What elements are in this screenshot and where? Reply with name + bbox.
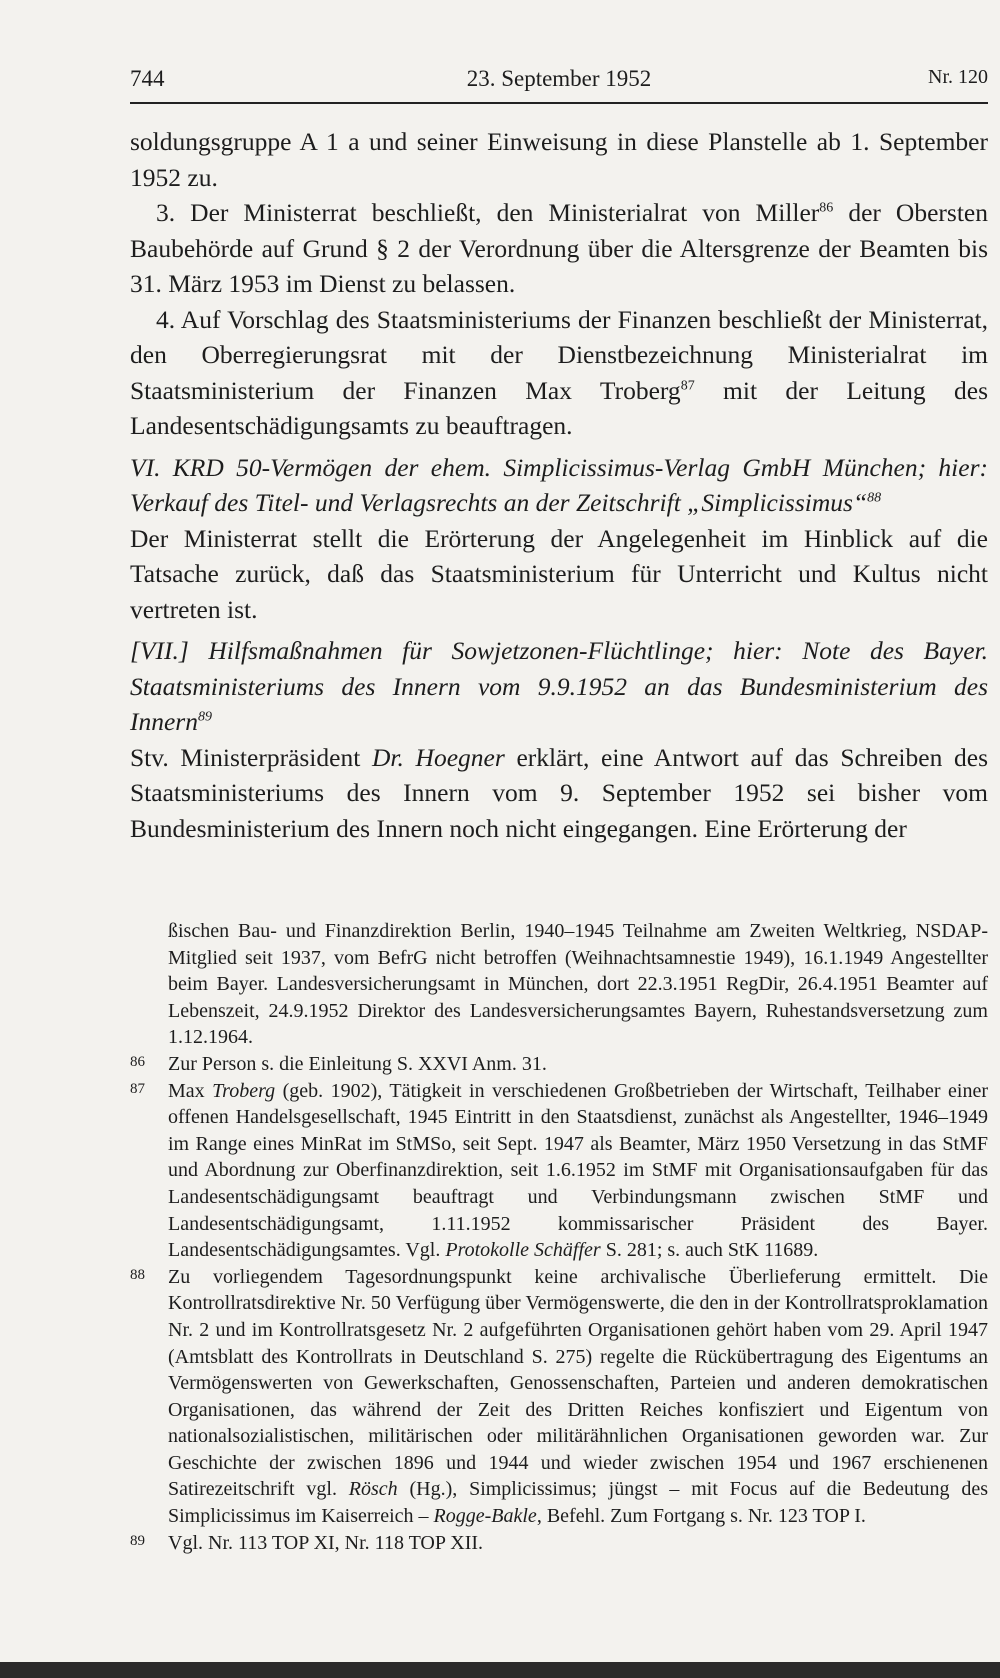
paragraph-section-vi: Der Ministerrat stellt die Erörterung der Angelegenheit im Hinblick auf die Tatsache zurück, daß das Staatsministerium für Unterricht und Kultus nicht vertreten ist. bbox=[130, 523, 988, 624]
footnote-87: 87 Max Troberg (geb. 1902), Tätigkeit in verschiedenen Großbetrieben der Wirtschaft, Teilhaber einer offenen Handelsgesellschaft, 1945 Eintritt in den Staatsdienst, zunächst als Angestellter, 1946–1949 im Range eines MinRat im StMSo, seit Sept. 1947 als Beamter, März 1950 Versetzung in das StMF und Abordnung zur Oberfinanzdirektion, seit 1.6.1952 im StMF mit Organisationsaufgaben für das Landesentschädigungsamt beauftragt und Verbindungsmann zwischen StMF und Landesentschädigungsamt, 1.11.1952 kommissarischer Präsident des Bayer. Landesentschädigungsamtes. Vgl. Protokolle Schäffer S. 281; s. auch StK 11689. bbox=[130, 1079, 988, 1262]
protocol-number: Nr. 120 bbox=[928, 66, 988, 88]
footnote-86: 86 Zur Person s. die Einleitung S. XXVI Anm. 31. bbox=[130, 1052, 547, 1075]
scan-edge bbox=[0, 1662, 1000, 1678]
main-text bbox=[130, 124, 988, 846]
footnote-number: 89 bbox=[130, 1532, 145, 1549]
person-name: Dr. Hoegner bbox=[371, 742, 505, 772]
footnote-number: 88 bbox=[130, 1266, 145, 1283]
footnote-88: 88 Zu vorliegendem Tagesordnungspunkt keine archivalische Überlieferung ermittelt. Die Kontrollratsdirektive Nr. 50 Verfügung über Vermögenswerte, die den in der Kontrollratsproklamation Nr. 2 und im Kontrollratsgesetz Nr. 2 aufgeführten Organisationen gehört haben vom 29. April 1947 (Amtsblatt des Kontrollrats in Deutschland S. 275) regelte die Rückübertragung des Eigentums an Vermögenswerten von Gewerkschaften, Genossenschaften, Parteien und anderen demokratischen Organisationen, das während der Zeit des Dritten Reiches konfisziert und Eigentum von nationalsozialistischen, militärischen oder militärähnlichen Organisationen geworden war. Zur Geschichte der zwischen 1896 und 1944 und wieder zwischen 1954 und 1967 erschienenen Satirezeitschrift vgl. Rösch (Hg.), Simplicissimus; jüngst – mit Focus auf die Bedeutung des Simplicissimus im Kaiserreich – Rogge-Bakle, Befehl. Zum Fortgang s. Nr. 123 TOP I. bbox=[130, 1265, 988, 1528]
footnote-ref-89: 89 bbox=[197, 709, 212, 725]
footnote-number: 86 bbox=[130, 1053, 145, 1070]
paragraph-item-3: 3. Der Ministerrat beschließt, den Ministerialrat von Miller$^{86}$ der Obersten Baubehörde auf Grund § 2 der Verordnung über die Altersgrenze der Beamten bis 31. März 1953 im Dienst zu belassen. bbox=[130, 198, 988, 298]
header-date: 23. September 1952 bbox=[466, 66, 652, 91]
footnote-ref-88: 88 bbox=[867, 490, 882, 506]
paragraph-continuation: soldungsgruppe A 1 a und seiner Einweisung in diese Planstelle ab 1. September 1952 zu. bbox=[130, 127, 988, 192]
section-heading-vi: VI. KRD 50-Vermögen der ehem. Simplicissimus-Verlag GmbH München; hier: Verkauf des Titel- und Verlagsrechts an der Zeitschrift „Simplicissimus“$^{88}$ bbox=[130, 452, 988, 517]
paragraph-item-4: 4. Auf Vorschlag des Staatsministeriums der Finanzen beschließt der Ministerrat, den Oberregierungsrat mit der Dienstbezeichnung Ministerialrat im Staatsministerium der Finanzen Max Troberg$^{87}$ mit der Leitung des Landesentschädigungsamts zu beauftragen. bbox=[130, 304, 988, 440]
footnote-number: 87 bbox=[130, 1080, 145, 1097]
footnote-89: 89 Vgl. Nr. 113 TOP XI, Nr. 118 TOP XII. bbox=[130, 1531, 484, 1554]
footnote-continuation: ßischen Bau- und Finanzdirektion Berlin, 1940–1945 Teilnahme am Zweiten Weltkrieg, NSDAP-Mitglied seit 1937, vom BefrG nicht betroffen (Weihnachtsamnestie 1949), 16.1.1949 Angestellter beim Bayer. Landesversicherungsamt in München, dort 22.3.1951 RegDir, 26.4.1951 Beamter auf Lebenszeit, 24.9.1952 Direktor des Landesversicherungsamtes Bayern, Ruhestandsversetzung zum 1.12.1964. bbox=[168, 920, 988, 1049]
footnote-ref-86: 86 bbox=[819, 200, 834, 216]
section-heading-vii: [VII.] Hilfsmaßnahmen für Sowjetzonen-Flüchtlinge; hier: Note des Bayer. Staatsministeriums des Innern vom 9.9.1952 an das Bundesministerium des Innern$^{89}$ bbox=[130, 636, 988, 736]
footnotes bbox=[130, 918, 988, 1556]
footnote-ref-87: 87 bbox=[680, 378, 695, 393]
page-header bbox=[130, 62, 988, 104]
page-number: 744 bbox=[130, 66, 165, 91]
paragraph-section-vii: Stv. Ministerpräsident Dr. Hoegner erklärt, eine Antwort auf das Schreiben des Staatsministeriums des Innern vom 9. September 1952 sei bisher vom Bundesministerium des Innern noch nicht eingegangen. Eine Erörterung der bbox=[130, 742, 988, 843]
